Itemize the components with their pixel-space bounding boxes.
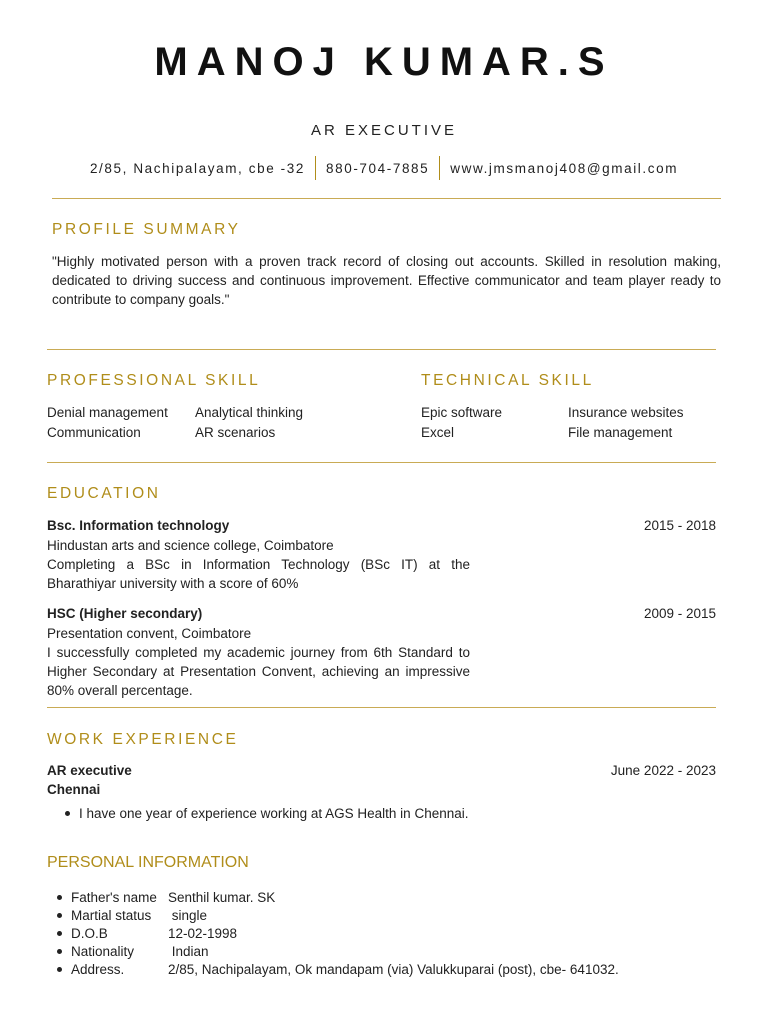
personal-info-list xyxy=(57,889,619,979)
divider xyxy=(47,462,716,463)
list-item xyxy=(57,907,619,925)
phone-text: 880-704-7885 xyxy=(326,160,430,176)
skill-item: Insurance websites xyxy=(568,405,684,420)
list-item xyxy=(57,889,619,907)
info-label: D.O.B xyxy=(71,926,108,941)
list-item xyxy=(65,805,468,823)
info-value: 12-02-1998 xyxy=(168,926,238,941)
list-item xyxy=(57,943,619,961)
info-label: Martial status xyxy=(71,908,152,923)
email-link[interactable]: www.jmsmanoj408@gmail.com xyxy=(450,160,679,176)
education-description: I successfully completed my academic journey from 6th Standard to Higher Secondary at Presentation Convent, achieving an impressive 80% overall percentage. xyxy=(47,645,470,698)
education-entry xyxy=(47,536,470,593)
skill-item: Analytical thinking xyxy=(195,405,304,420)
list-item xyxy=(57,961,619,979)
job-detail: I have one year of experience working at AGS Health in Chennai. xyxy=(79,806,469,821)
degree-title: HSC (Higher secondary) xyxy=(47,606,203,621)
divider xyxy=(52,198,721,199)
technical-skill-list xyxy=(421,404,718,442)
info-value: single xyxy=(168,908,208,923)
degree-title: Bsc. Information technology xyxy=(47,518,230,533)
info-value: Senthil kumar. SK xyxy=(168,890,276,905)
professional-skill-heading: PROFESSIONAL SKILL xyxy=(47,372,261,389)
candidate-name: MANOJ KUMAR.S xyxy=(154,40,614,84)
bullet-icon xyxy=(65,811,70,816)
education-description: Completing a BSc in Information Technology (BSc IT) at the Bharathiyar university with a score of 60% xyxy=(47,557,470,591)
divider xyxy=(47,707,716,708)
education-entry xyxy=(47,624,470,700)
profile-summary-heading: PROFILE SUMMARY xyxy=(52,221,241,238)
address-text: 2/85, Nachipalayam, cbe -32 xyxy=(89,160,305,176)
work-experience-heading: WORK EXPERIENCE xyxy=(47,731,239,748)
job-role: AR executive xyxy=(47,763,132,778)
info-label: Address. xyxy=(71,962,125,977)
job-dates: June 2022 - 2023 xyxy=(610,763,716,778)
profile-summary-text: "Highly motivated person with a proven track record of closing out accounts. Skilled in resolution making, dedicated to driving success and continuous improvement. Effective communicator and team player ready to contribute to company goals." xyxy=(52,254,721,307)
divider xyxy=(47,349,716,350)
personal-information-heading: PERSONAL INFORMATION xyxy=(47,854,249,871)
degree-years: 2015 - 2018 xyxy=(643,518,716,533)
skill-item: AR scenarios xyxy=(195,425,276,440)
divider xyxy=(439,156,440,180)
school-name: Presentation convent, Coimbatore xyxy=(47,626,252,641)
professional-skill-list xyxy=(47,404,345,442)
job-title: AR EXECUTIVE xyxy=(310,122,458,139)
school-name: Hindustan arts and science college, Coimbatore xyxy=(47,538,334,553)
job-location: Chennai xyxy=(47,782,101,797)
bullet-icon xyxy=(57,967,62,972)
skill-item: Denial management xyxy=(47,405,168,420)
bullet-icon xyxy=(57,913,62,918)
info-label: Nationality xyxy=(71,944,135,959)
technical-skill-heading: TECHNICAL SKILL xyxy=(421,372,594,389)
degree-years: 2009 - 2015 xyxy=(643,606,716,621)
info-value: 2/85, Nachipalayam, Ok mandapam (via) Valukkuparai (post), cbe- 641032. xyxy=(168,962,619,977)
skill-item: Epic software xyxy=(421,405,503,420)
bullet-icon xyxy=(57,949,62,954)
contact-line xyxy=(0,156,768,180)
info-label: Father's name xyxy=(71,890,157,905)
skill-item: File management xyxy=(568,425,673,440)
bullet-icon xyxy=(57,895,62,900)
skill-item: Communication xyxy=(47,425,141,440)
bullet-icon xyxy=(57,931,62,936)
divider xyxy=(315,156,316,180)
education-heading: EDUCATION xyxy=(47,485,161,502)
skill-item: Excel xyxy=(421,425,455,440)
list-item xyxy=(57,925,619,943)
info-value: Indian xyxy=(168,944,209,959)
